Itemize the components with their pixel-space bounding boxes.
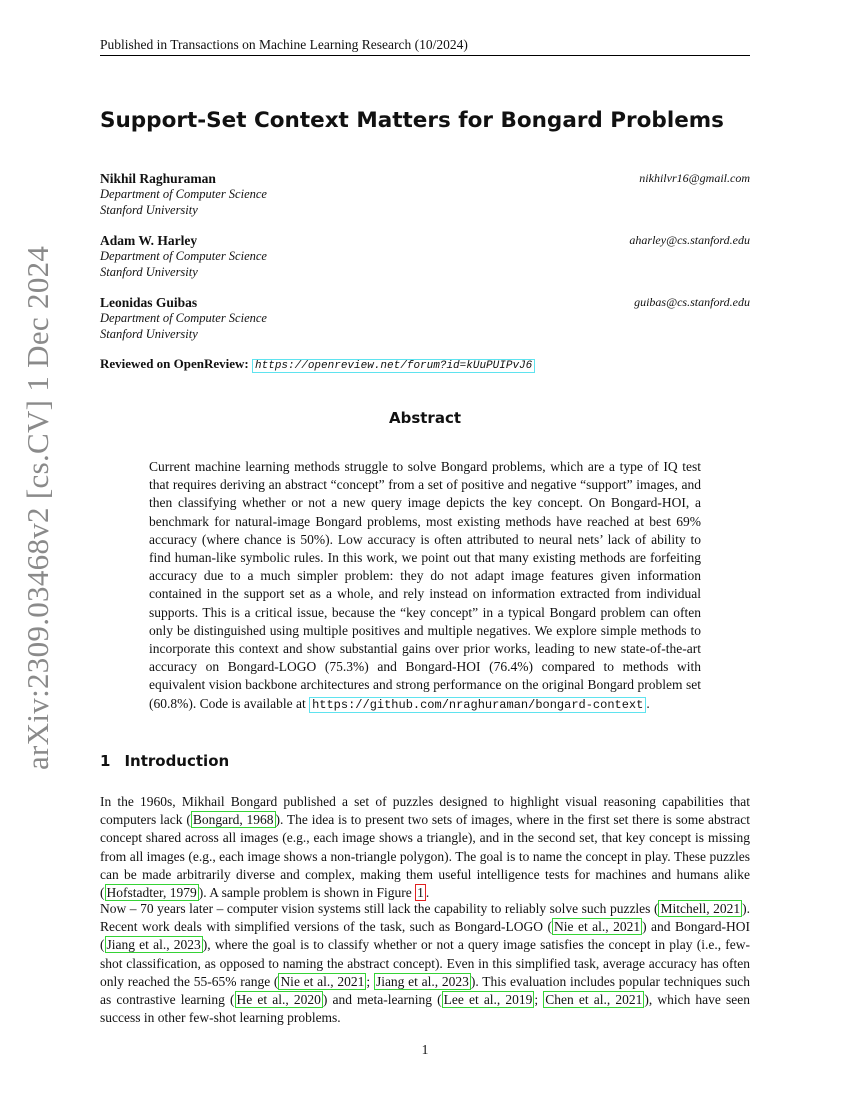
paper-title: Support-Set Context Matters for Bongard Problems bbox=[100, 108, 724, 133]
running-header bbox=[100, 37, 750, 56]
text-run: ), where the goal is to classify whether or not a query image satisfies the concept in play (i.e., few-shot classification, as opposed to naming the abstract concept). Even in this simplified task, average accuracy has often only reached the 55-65% range ( bbox=[100, 937, 751, 989]
author-university: Stanford University bbox=[100, 202, 198, 217]
citation-link[interactable]: Lee et al., 2019 bbox=[443, 992, 533, 1008]
citation-link[interactable]: He et al., 2020 bbox=[236, 992, 321, 1008]
author-name: Nikhil Raghuraman bbox=[100, 171, 216, 186]
text-run: ). The idea is to present two sets of images, where in the first set there is some abstract concept shared across all images (e.g., each image shows a triangle), and in the second set, that key concept is missing from all images (e.g., each image shows a non-triangle polygon). The goal is to name the concept in play. These puzzles can be made arbitrarily diverse and complex, making them useful intelligence tests for machines and humans alike ( bbox=[100, 812, 751, 901]
code-link[interactable]: https://github.com/nraghuraman/bongard-context bbox=[309, 697, 646, 713]
abstract-text bbox=[149, 458, 701, 714]
citation-link[interactable]: Hofstadter, 1979 bbox=[106, 885, 197, 901]
section-title: Introduction bbox=[124, 752, 230, 770]
journal-name: Published in Transactions on Machine Learning Research (10/2024) bbox=[100, 37, 468, 52]
abstract-heading: Abstract bbox=[388, 409, 462, 427]
author-name: Leonidas Guibas bbox=[100, 295, 198, 310]
text-run: Now – 70 years later – computer vision systems still lack the capability to reliably solve such puzzles ( bbox=[100, 901, 659, 916]
citation-link[interactable]: Nie et al., 2021 bbox=[280, 973, 365, 989]
openreview-link[interactable]: https://openreview.net/forum?id=kUuPUIPvJ6 bbox=[252, 359, 535, 373]
citation-link[interactable]: Jiang et al., 2023 bbox=[106, 937, 201, 953]
text-run: . bbox=[425, 885, 430, 901]
author-block bbox=[100, 170, 750, 218]
text-run: ) and meta-learning ( bbox=[322, 992, 442, 1008]
citation-link[interactable]: Jiang et al., 2023 bbox=[375, 973, 469, 989]
figure-ref-link[interactable]: 1 bbox=[417, 885, 424, 901]
citation-link[interactable]: Mitchell, 2021 bbox=[660, 901, 741, 916]
text-run: ). A sample problem is shown in Figure bbox=[198, 885, 416, 901]
text-run: In the 1960s, Mikhail Bongard published a set of puzzles designed to highlight visual reasoning capabilities that computers lack ( bbox=[100, 794, 750, 828]
intro-paragraph-1 bbox=[100, 793, 750, 902]
author-name: Adam W. Harley bbox=[100, 233, 198, 248]
citation-link[interactable]: Chen et al., 2021 bbox=[545, 992, 643, 1008]
arxiv-stamp: arXiv:2309.03468v2 [cs.CV] 1 Dec 2024 bbox=[20, 245, 55, 770]
author-email[interactable]: nikhilvr16@gmail.com bbox=[639, 171, 750, 185]
intro-paragraph-2 bbox=[100, 900, 750, 1027]
text-run: ) and Bongard-HOI ( bbox=[100, 919, 750, 953]
text-run: ; bbox=[366, 973, 374, 989]
text-run: ; bbox=[534, 992, 544, 1008]
author-university: Stanford University bbox=[100, 326, 198, 341]
author-university: Stanford University bbox=[100, 264, 198, 279]
text-run: ), which have seen success in other few-shot learning problems. bbox=[100, 992, 751, 1026]
author-email[interactable]: aharley@cs.stanford.edu bbox=[629, 233, 750, 247]
citation-link[interactable]: Nie et al., 2021 bbox=[554, 919, 641, 935]
author-email[interactable]: guibas@cs.stanford.edu bbox=[634, 295, 750, 309]
review-label: Reviewed on OpenReview: bbox=[100, 356, 249, 371]
author-department: Department of Computer Science bbox=[100, 249, 267, 263]
abstract-body-text: Current machine learning methods struggle to solve Bongard problems, which are a type of IQ test that requires deriving an abstract “concept” from a set of positive and negative “support” images, and then classifying whether or not a new query image depicts the key concept. On Bongard-HOI, a benchmark for natural-image Bongard problems, most existing methods have reached at best 69% accuracy (where chance is 50%). Low accuracy is often attributed to neural nets’ lack of ability to find human-like symbolic rules. In this work, we point out that many existing methods are forfeiting accuracy due to a much simpler problem: they do not adapt image features given information contained in the support set as a whole, and rely instead on information extracted from individual supports. This is a critical issue, because the “key concept” in a typical Bongard problem can often only be distinguished using multiple positives and multiple negatives. We explore simple methods to incorporate this context and show substantial gains over prior works, leading to new state-of-the-art accuracy on Bongard-LOGO (75.3%) and Bongard-HOI (76.4%) compared to methods with equivalent vision backbone architectures and strong performance on the original Bongard problem set (60.8%). Code is available at bbox=[149, 459, 701, 711]
review-line bbox=[100, 356, 535, 372]
author-department: Department of Computer Science bbox=[100, 187, 267, 201]
text-run: ). Recent work deals with simplified versions of the task, such as Bongard-LOGO ( bbox=[100, 901, 750, 935]
author-block bbox=[100, 294, 750, 342]
page-number: 1 bbox=[421, 1042, 429, 1057]
author-block bbox=[100, 232, 750, 280]
text-run: ). This evaluation includes popular techniques such as contrastive learning ( bbox=[100, 973, 750, 1008]
abstract-end: . bbox=[646, 695, 650, 711]
citation-link[interactable]: Bongard, 1968 bbox=[192, 812, 274, 828]
author-department: Department of Computer Science bbox=[100, 311, 267, 325]
section-heading bbox=[100, 752, 229, 770]
section-number: 1 bbox=[100, 752, 111, 770]
